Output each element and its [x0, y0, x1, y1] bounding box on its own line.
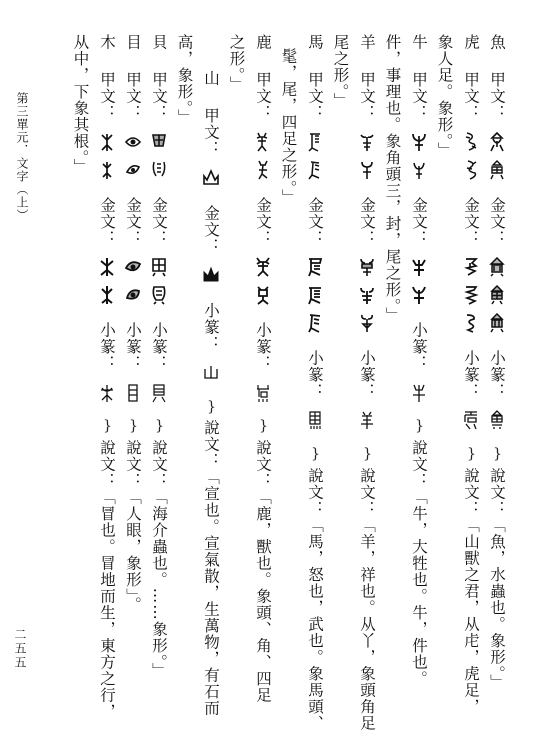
- sheep-seal-glyph-icon: [358, 410, 376, 430]
- jiagu-label: 甲文：: [462, 71, 480, 121]
- jinwen-label: 金文：: [98, 196, 116, 247]
- xiaozhuan-label: 小篆：: [254, 322, 272, 372]
- jinwen-glyphs: [306, 256, 324, 334]
- shell-glyph-icon: [150, 132, 168, 152]
- shuowen-label: 說文：: [150, 439, 168, 489]
- entry-ox: [410, 34, 428, 687]
- tree-glyph-icon: [98, 285, 116, 305]
- entry-horse: [306, 34, 324, 731]
- fish-seal-glyph-icon: [488, 410, 506, 430]
- tiger-glyph-icon: [462, 257, 480, 277]
- xiaozhuan-glyphs: [306, 409, 324, 431]
- eye-seal-glyph-icon: [124, 383, 142, 403]
- jiagu-label: 甲文：: [254, 71, 272, 121]
- entry-char: 山: [202, 69, 220, 87]
- horse-glyph-icon: [306, 313, 324, 333]
- deer-glyph-icon: [254, 160, 272, 180]
- shuowen-definition: 「魚，水蟲也。象形。」: [488, 516, 506, 691]
- shell-glyph-icon: [150, 257, 168, 277]
- ox-seal-glyph-icon: [410, 383, 428, 403]
- deer-seal-glyph-icon: [254, 383, 272, 403]
- xiaozhuan-glyphs: [150, 382, 168, 404]
- shell-glyph-icon: [150, 160, 168, 180]
- shuowen-brace: {: [258, 418, 268, 435]
- entry-char: 鹿: [254, 34, 272, 51]
- tiger-glyph-icon: [462, 285, 480, 305]
- deer-glyph-icon: [254, 285, 272, 305]
- jiagu-label: 甲文：: [488, 71, 506, 121]
- horse-glyph-icon: [306, 285, 324, 305]
- shuowen-brace: {: [310, 446, 320, 463]
- xiaozhuan-label: 小篆：: [150, 322, 168, 372]
- entry-wood: [98, 34, 116, 720]
- jinwen-label: 金文：: [462, 196, 480, 247]
- sheep-glyph-icon: [358, 160, 376, 180]
- shuowen-definition: 「山獸之君，从虍，虎足，: [462, 516, 480, 715]
- continuation-text: 从中，下象其根。」: [71, 34, 90, 175]
- ox-glyph-icon: [410, 160, 428, 180]
- tree-glyph-icon: [98, 132, 116, 152]
- entry-ox-continuation: [384, 34, 400, 323]
- jinwen-glyphs: [202, 264, 220, 286]
- shuowen-definition: 「海介蟲也。……象形。」: [150, 488, 168, 680]
- entry-deer: [254, 34, 272, 703]
- shuowen-label: 說文：: [488, 467, 506, 517]
- xiaozhuan-label: 小篆：: [462, 350, 480, 400]
- jinwen-glyphs: [254, 256, 272, 306]
- shuowen-brace: {: [414, 418, 424, 435]
- xiaozhuan-glyphs: [254, 382, 272, 404]
- entry-char: 貝: [150, 34, 168, 51]
- eye-glyph-icon: [124, 257, 142, 277]
- jiagu-glyphs: [306, 131, 324, 181]
- shell-seal-glyph-icon: [150, 383, 168, 403]
- ox-glyph-icon: [410, 132, 428, 152]
- entry-char: 目: [124, 34, 142, 51]
- xiaozhuan-label: 小篆：: [202, 302, 220, 352]
- jiagu-glyphs: [124, 131, 142, 181]
- mountain-seal-glyph-icon: [202, 363, 220, 383]
- shuowen-definition: 「人眼，象形」。: [124, 488, 142, 614]
- jinwen-label: 金文：: [150, 196, 168, 247]
- horse-glyph-icon: [306, 132, 324, 152]
- continuation-text: 髦，尾，四足之形。」: [279, 48, 298, 206]
- xiaozhuan-label: 小篆：: [98, 322, 116, 372]
- jiagu-glyphs: [202, 167, 220, 189]
- jinwen-label: 金文：: [254, 196, 272, 247]
- shuowen-definition: 「鹿，獸也。象頭、角、四足: [254, 488, 272, 704]
- sheep-glyph-icon: [358, 285, 376, 305]
- jiagu-glyphs: [358, 131, 376, 181]
- shuowen-definition: 「羊，祥也。从丫，象頭角足: [358, 516, 376, 731]
- jiagu-label: 甲文：: [358, 71, 376, 121]
- jinwen-label: 金文：: [358, 196, 376, 247]
- shuowen-label: 說文：: [254, 439, 272, 489]
- horse-seal-glyph-icon: [306, 410, 324, 430]
- deer-glyph-icon: [254, 257, 272, 277]
- xiaozhuan-glyphs: [410, 382, 428, 404]
- jinwen-label: 金文：: [306, 196, 324, 247]
- entry-deer-continuation: [228, 34, 244, 92]
- entry-char: 馬: [306, 34, 324, 51]
- sheep-glyph-icon: [358, 313, 376, 333]
- shuowen-label: 說文：: [410, 439, 428, 489]
- tiger-glyph-icon: [462, 313, 480, 333]
- xiaozhuan-glyphs: [202, 362, 220, 384]
- entry-char: 羊: [358, 34, 376, 51]
- shuowen-definition: 「馬，怒也，武也。象馬頭、: [306, 516, 324, 731]
- ox-glyph-icon: [410, 285, 428, 305]
- xiaozhuan-label: 小篆：: [488, 350, 506, 400]
- xiaozhuan-glyphs: [124, 382, 142, 404]
- sheep-glyph-icon: [358, 257, 376, 277]
- entry-tiger-continuation: [436, 34, 452, 158]
- jiagu-glyphs: [462, 131, 480, 181]
- jiagu-label: 甲文：: [306, 71, 324, 121]
- continuation-text: 件，事理也。象角頭三，封，尾之形。」: [383, 34, 402, 324]
- shuowen-label: 說文：: [124, 439, 142, 489]
- entry-char: 木: [98, 34, 116, 51]
- shuowen-definition: 「宣也。宣氣散，生萬物，有石而: [202, 468, 220, 717]
- shuowen-brace: {: [492, 446, 502, 463]
- entry-eye: [124, 34, 142, 613]
- entry-wood-continuation: [72, 34, 88, 175]
- shuowen-definition: 「牛，大牲也。牛，件也。: [410, 488, 428, 687]
- fish-glyph-icon: [488, 132, 506, 152]
- horse-glyph-icon: [306, 160, 324, 180]
- shuowen-brace: {: [102, 418, 112, 435]
- jinwen-glyphs: [358, 256, 376, 334]
- tree-glyph-icon: [98, 160, 116, 180]
- fish-glyph-icon: [488, 160, 506, 180]
- fish-glyph-icon: [488, 313, 506, 333]
- entry-char: 牛: [410, 34, 428, 51]
- shuowen-label: 說文：: [358, 467, 376, 517]
- jiagu-glyphs: [98, 131, 116, 181]
- entry-horse-continuation: [280, 34, 296, 205]
- shuowen-brace: {: [128, 418, 138, 435]
- entry-mountain-continuation: [176, 34, 192, 125]
- shuowen-label: 說文：: [306, 467, 324, 517]
- continuation-text: 尾之形。」: [331, 34, 350, 109]
- jinwen-glyphs: [410, 256, 428, 306]
- entry-sheep-continuation: [332, 34, 348, 109]
- xiaozhuan-glyphs: [462, 409, 480, 431]
- tiger-glyph-icon: [462, 132, 480, 152]
- shell-glyph-icon: [150, 285, 168, 305]
- jinwen-label: 金文：: [488, 196, 506, 247]
- xiaozhuan-label: 小篆：: [306, 350, 324, 400]
- xiaozhuan-glyphs: [488, 409, 506, 431]
- tiger-glyph-icon: [462, 160, 480, 180]
- mountain-glyph-icon: [202, 265, 220, 285]
- entry-shell: [150, 34, 168, 679]
- jinwen-glyphs: [150, 256, 168, 306]
- running-header: 第三單元．文字（上）: [15, 92, 29, 222]
- shuowen-label: 說文：: [202, 419, 220, 469]
- jinwen-glyphs: [488, 256, 506, 334]
- jinwen-glyphs: [124, 256, 142, 306]
- entry-fish: [488, 34, 506, 690]
- xiaozhuan-label: 小篆：: [358, 350, 376, 400]
- entry-tiger: [462, 34, 480, 715]
- shuowen-brace: {: [362, 446, 372, 463]
- xiaozhuan-glyphs: [358, 409, 376, 431]
- continuation-text: 高，象形。」: [175, 34, 194, 126]
- continuation-text: 象人足。象形。」: [435, 34, 454, 159]
- shuowen-definition: 「冒也。冒地而生，東方之行，: [98, 488, 116, 720]
- shuowen-label: 說文：: [462, 467, 480, 517]
- jinwen-label: 金文：: [124, 196, 142, 247]
- tiger-seal-glyph-icon: [462, 410, 480, 430]
- entry-sheep: [358, 34, 376, 731]
- entry-char: 虎: [462, 34, 480, 51]
- xiaozhuan-label: 小篆：: [410, 322, 428, 372]
- jinwen-glyphs: [98, 256, 116, 306]
- jinwen-label: 金文：: [202, 204, 220, 255]
- jiagu-label: 甲文：: [202, 107, 220, 157]
- eye-glyph-icon: [124, 160, 142, 180]
- eye-glyph-icon: [124, 285, 142, 305]
- entry-char: 魚: [488, 34, 506, 51]
- entry-mountain: [202, 34, 220, 716]
- continuation-text: 之形。」: [227, 34, 246, 93]
- jinwen-glyphs: [462, 256, 480, 334]
- deer-glyph-icon: [254, 132, 272, 152]
- jiagu-label: 甲文：: [98, 71, 116, 121]
- shuowen-brace: {: [206, 398, 216, 415]
- jiagu-glyphs: [410, 131, 428, 181]
- jiagu-label: 甲文：: [150, 71, 168, 121]
- shuowen-brace: {: [466, 446, 476, 463]
- shuowen-label: 說文：: [98, 439, 116, 489]
- horse-glyph-icon: [306, 257, 324, 277]
- mountain-glyph-icon: [202, 168, 220, 188]
- shuowen-brace: {: [154, 418, 164, 435]
- xiaozhuan-glyphs: [98, 382, 116, 404]
- eye-glyph-icon: [124, 132, 142, 152]
- fish-glyph-icon: [488, 285, 506, 305]
- jiagu-label: 甲文：: [410, 71, 428, 121]
- jiagu-glyphs: [150, 131, 168, 181]
- jinwen-label: 金文：: [410, 196, 428, 247]
- tree-seal-glyph-icon: [98, 383, 116, 403]
- tree-glyph-icon: [98, 257, 116, 277]
- jiagu-glyphs: [254, 131, 272, 181]
- jiagu-glyphs: [488, 131, 506, 181]
- sheep-glyph-icon: [358, 132, 376, 152]
- jiagu-label: 甲文：: [124, 71, 142, 121]
- xiaozhuan-label: 小篆：: [124, 322, 142, 372]
- page-number: 二五五: [13, 628, 27, 670]
- fish-glyph-icon: [488, 257, 506, 277]
- ox-glyph-icon: [410, 257, 428, 277]
